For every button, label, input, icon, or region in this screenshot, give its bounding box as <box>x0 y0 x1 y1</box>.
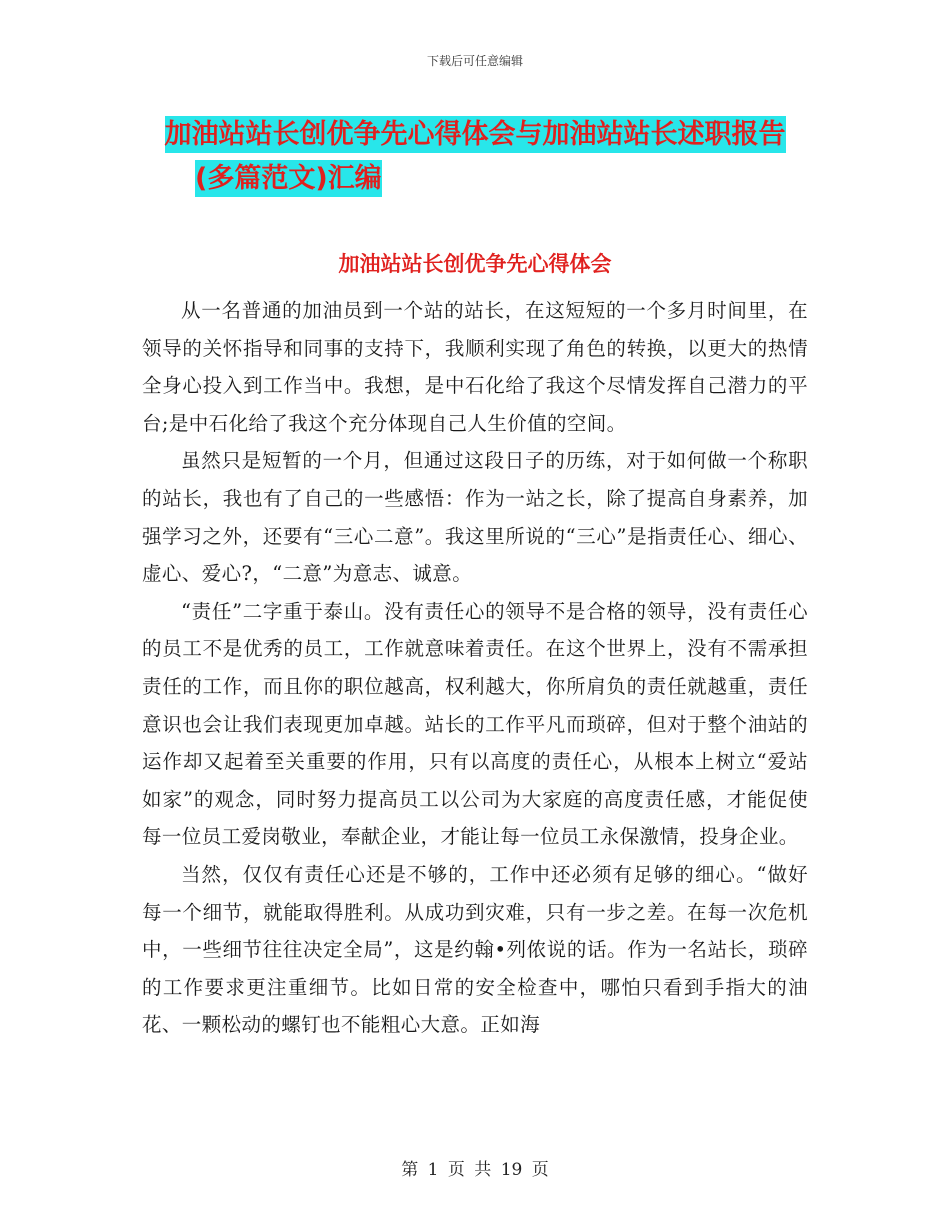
document-title-line-1 <box>140 112 810 151</box>
title-highlight-1: 加油站站长创优争先心得体会与加油站站长述职报告 <box>165 116 786 153</box>
header-note: 下载后可任意编辑 <box>426 54 523 68</box>
page-footer: 第 1 页 共 19 页 <box>401 1160 549 1180</box>
paragraph-1: 从一名普通的加油员到一个站的站长，在这短短的一个多月时间里，在领导的关怀指导和同事的支持下，我顺利实现了角色的转换，以更大的热情全身心投入到工作当中。我想，是中石化给了我这个尽情发挥自己潜力的平台;是中石化给了我这个充分体现自己人生价值的空间。 <box>142 299 808 435</box>
document-title-line-2 <box>195 156 795 195</box>
section-title: 加油站站长创优争先心得体会 <box>338 252 612 276</box>
paragraph-2: 虽然只是短暂的一个月，但通过这段日子的历练，对于如何做一个称职的站长，我也有了自己的一些感悟：作为一站之长，除了提高自身素养，加强学习之外，还要有“三心二意”。我这里所说的“三心”是指责任心、细心、虚心、爱心?，“二意”为意志、诚意。 <box>142 449 808 586</box>
paragraph-4: 当然，仅仅有责任心还是不够的，工作中还必须有足够的细心。“做好每一个细节，就能取得胜利。从成功到灾难，只有一步之差。在每一次危机中，一些细节往往决定全局”，这是约翰•列侬说的话。作为一名站长，琐碎的工作要求更注重细节。比如日常的安全检查中，哪怕只看到手指大的油花、一颗松动的螺钉也不能粗心大意。正如海 <box>142 862 808 1037</box>
title-highlight-2: (多篇范文)汇编 <box>195 160 382 197</box>
document-body <box>142 292 808 1044</box>
paragraph-3: “责任”二字重于泰山。没有责任心的领导不是合格的领导，没有责任心的员工不是优秀的员工，工作就意味着责任。在这个世界上，没有不需承担责任的工作，而且你的职位越高，权利越大，你所肩负的责任就越重，责任意识也会让我们表现更加卓越。站长的工作平凡而琐碎，但对于整个油站的运作却又起着至关重要的作用，只有以高度的责任心，从根本上树立“爱站如家”的观念，同时努力提高员工以公司为大家庭的高度责任感，才能促使每一位员工爱岗敬业，奉献企业，才能让每一位员工永保激情，投身企业。 <box>142 599 808 849</box>
